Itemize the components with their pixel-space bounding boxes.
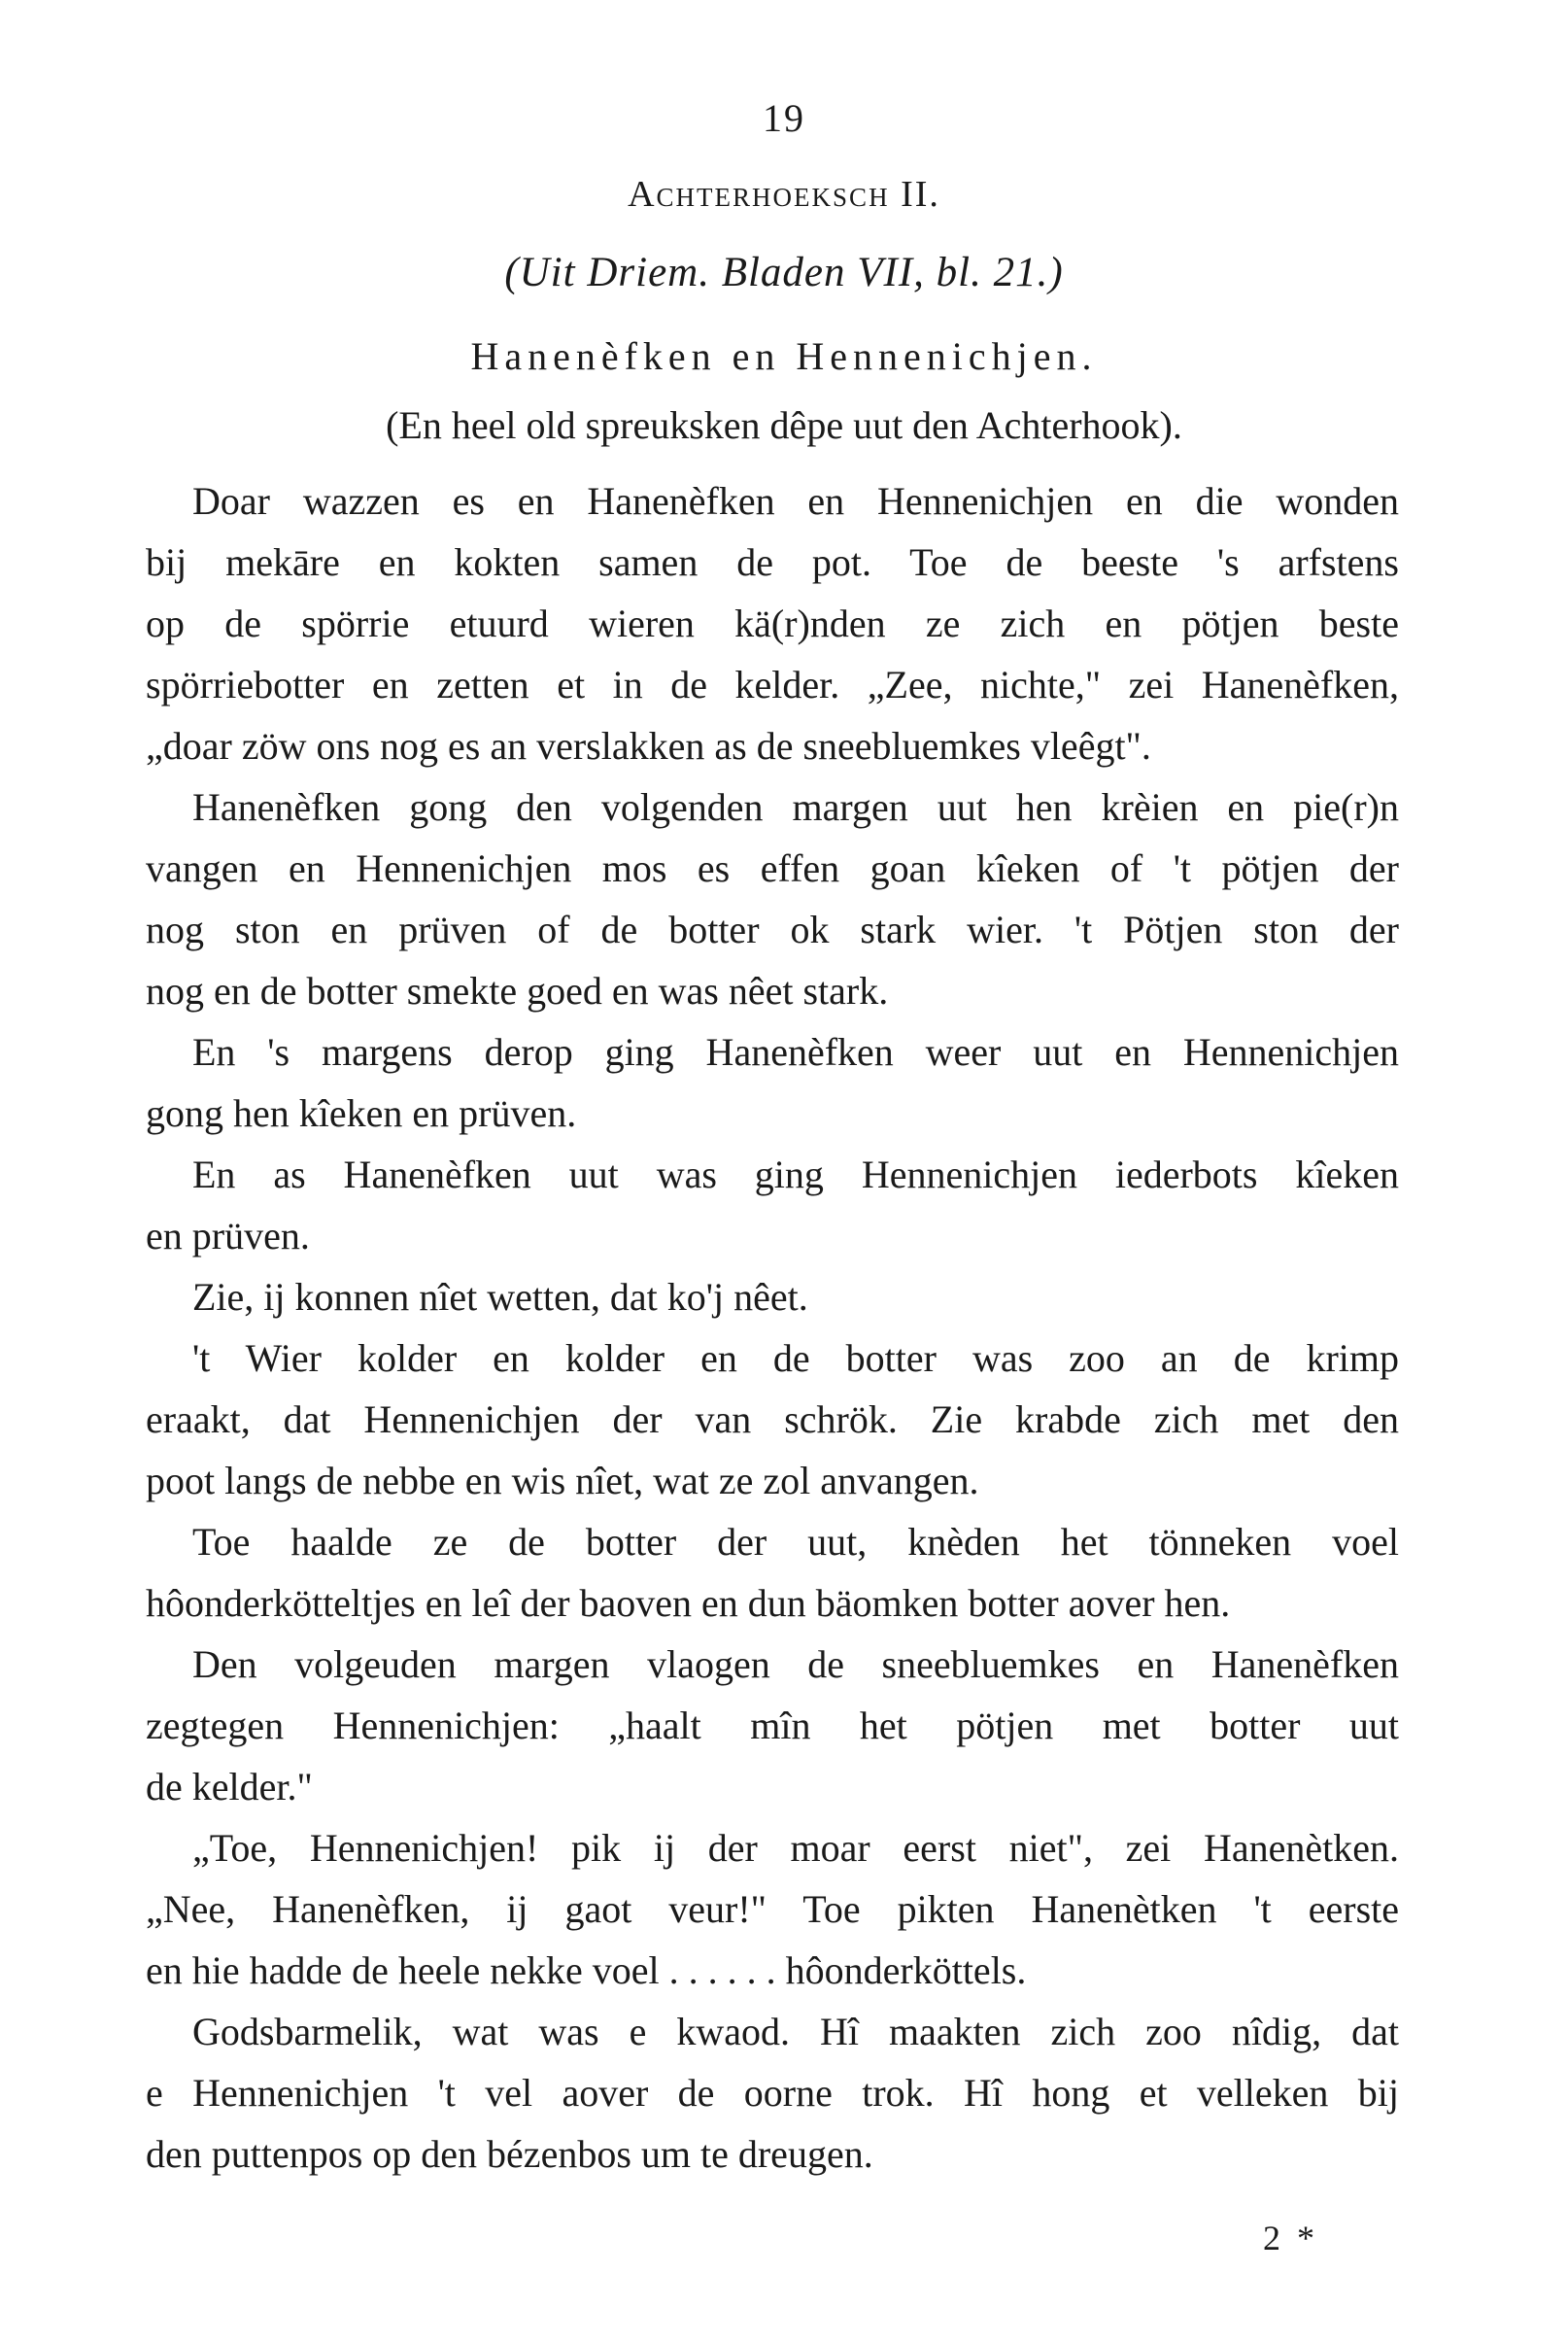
paragraph (146, 1021, 1399, 1144)
paragraph (146, 1327, 1399, 1511)
paragraph (146, 1266, 1399, 1327)
paragraph (146, 1144, 1399, 1266)
text-line: En as Hanenèfken uut was ging Hennenichjen iederbots kîeken (192, 1153, 1399, 1196)
text-line: spörriebotter en zetten et in de kelder. „Zee, nichte," zei Hanenèfken, (146, 663, 1399, 706)
text-line: Hanenèfken gong den volgenden margen uut hen krèien en pie(r)n (192, 785, 1399, 829)
text-line: bij mekāre en kokten samen de pot. Toe de beeste 's arfstens (146, 540, 1399, 584)
text-line: hôonderkötteltjes en leî der baoven en dun bäomken botter aover hen. (146, 1581, 1231, 1625)
text-line: vangen en Hennenichjen mos es effen goan kîeken of 't pötjen der (146, 846, 1399, 890)
text-line: nog ston en prüven of de botter ok stark wier. 't Pötjen ston der (146, 908, 1399, 951)
paragraph (146, 2001, 1399, 2185)
text-line: en prüven. (146, 1214, 310, 1257)
text-line: Den volgeuden margen vlaogen de sneebluemkes en Hanenèfken (192, 1642, 1399, 1686)
text-line: Zie, ij konnen nîet wetten, dat ko'j nêet. (192, 1275, 808, 1319)
text-line: e Hennenichjen 't vel aover de oorne trok. Hî hong et velleken bij (146, 2071, 1399, 2115)
text-line: Doar wazzen es en Hanenèfken en Hennenichjen en die wonden (192, 479, 1399, 523)
text-line: eraakt, dat Hennenichjen der van schrök. Zie krabde zich met den (146, 1397, 1399, 1441)
paragraph (146, 1511, 1399, 1634)
text-line: en hie hadde de heele nekke voel . . . . . . hôonderköttels. (146, 1948, 1027, 1992)
text-line: op de spörrie etuurd wieren kä(r)nden ze zich en pötjen beste (146, 602, 1399, 645)
text-line: En 's margens derop ging Hanenèfken weer uut en Hennenichjen (192, 1030, 1399, 1074)
paragraph (146, 776, 1399, 1021)
paragraph (146, 470, 1399, 776)
story-subtitle: (En heel old spreuksken dêpe uut den Achterhook). (386, 403, 1182, 447)
section-title: Achterhoeksch II. (628, 174, 940, 215)
signature-mark: 2 * (1263, 2219, 1318, 2257)
text-line: de kelder." (146, 1765, 313, 1808)
text-line: den puttenpos op den bézenbos um te dreugen. (146, 2132, 873, 2176)
story-title: Hanenèfken en Hennenichjen. (470, 334, 1098, 378)
text-line: nog en de botter smekte goed en was nêet stark. (146, 969, 889, 1013)
text-line: Godsbarmelik, wat was e kwaod. Hî maakten zich zoo nîdig, dat (192, 2010, 1399, 2053)
text-line: „doar zöw ons nog es an verslakken as de sneebluemkes vleêgt". (146, 724, 1151, 768)
page-number: 19 (763, 96, 805, 140)
body-text (146, 470, 1399, 2185)
source-citation: (Uit Driem. Bladen VII, bl. 21.) (504, 250, 1064, 295)
paragraph (146, 1634, 1399, 1817)
paragraph (146, 1817, 1399, 2001)
text-line: gong hen kîeken en prüven. (146, 1091, 577, 1135)
text-line: „Toe, Hennenichjen! pik ij der moar eerst niet", zei Hanenètken. (192, 1826, 1399, 1870)
text-line: Toe haalde ze de botter der uut, knèden het tönneken voel (192, 1520, 1399, 1564)
text-line: 't Wier kolder en kolder en de botter was zoo an de krimp (192, 1336, 1399, 1380)
text-line: zegtegen Hennenichjen: „haalt mîn het pötjen met botter uut (146, 1704, 1399, 1747)
text-line: „Nee, Hanenèfken, ij gaot veur!" Toe pikten Hanenètken 't eerste (146, 1887, 1399, 1931)
text-line: poot langs de nebbe en wis nîet, wat ze zol anvangen. (146, 1459, 979, 1502)
